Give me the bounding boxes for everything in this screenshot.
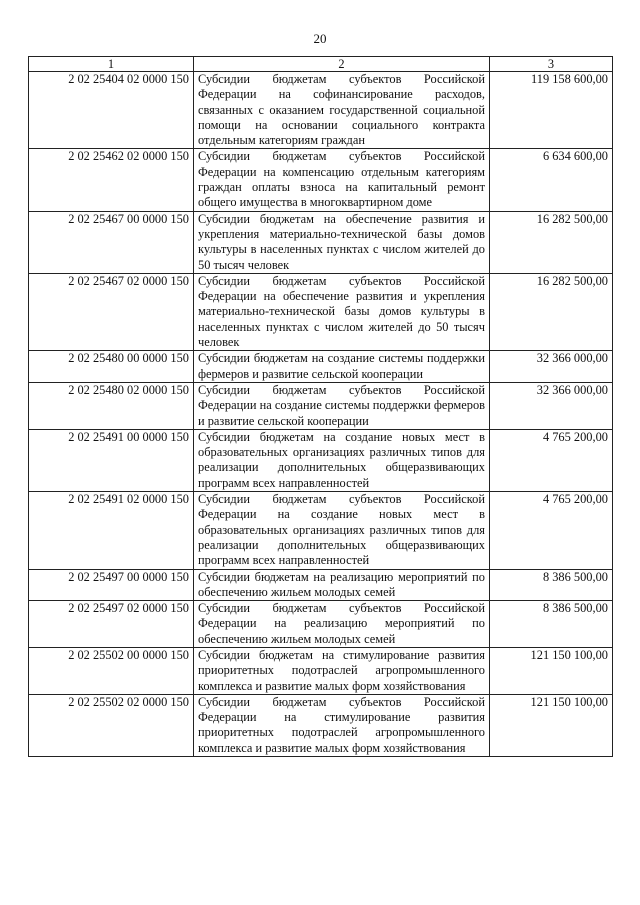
column-header-amount: 3 [490,57,613,72]
income-name-cell: Субсидии бюджетам субъектов Российской Федерации на софинансирование расходов, связанных с оказанием государственной социальной помощи на основании социального контракта отдельным категориям граждан [194,72,490,149]
amount-cell: 119 158 600,00 [490,72,613,149]
amount-cell: 6 634 600,00 [490,149,613,211]
amount-cell: 8 386 500,00 [490,569,613,601]
budget-revenue-table [28,56,613,757]
income-name-cell: Субсидии бюджетам субъектов Российской Федерации на обеспечение развития и укрепления материально-технической базы домов культуры в населенных пунктах с числом жителей до 50 тысяч человек [194,273,490,350]
budget-code-cell: 2 02 25467 02 0000 150 [29,273,194,350]
amount-cell: 121 150 100,00 [490,647,613,694]
income-name-cell: Субсидии бюджетам на стимулирование развития приоритетных подотраслей агропромышленного комплекса и развитие малых форм хозяйствования [194,647,490,694]
budget-code-cell: 2 02 25497 00 0000 150 [29,569,194,601]
budget-code-cell: 2 02 25480 00 0000 150 [29,351,194,383]
amount-cell: 4 765 200,00 [490,492,613,569]
budget-code-cell: 2 02 25491 02 0000 150 [29,492,194,569]
budget-code-cell: 2 02 25467 00 0000 150 [29,211,194,273]
budget-code-cell: 2 02 25497 02 0000 150 [29,601,194,648]
column-header-code: 1 [29,57,194,72]
table-row [29,149,613,211]
table-row [29,647,613,694]
budget-code-cell: 2 02 25502 02 0000 150 [29,694,194,756]
table-row [29,211,613,273]
table-row [29,492,613,569]
table-row [29,72,613,149]
income-name-cell: Субсидии бюджетам субъектов Российской Федерации на компенсацию отдельным категориям граждан оплаты взноса на капитальный ремонт общего имущества в многоквартирном доме [194,149,490,211]
income-name-cell: Субсидии бюджетам на создание новых мест в образовательных организациях различных типов для реализации дополнительных общеразвивающих программ всех направленностей [194,429,490,491]
table-row [29,351,613,383]
budget-code-cell: 2 02 25491 00 0000 150 [29,429,194,491]
table-row [29,601,613,648]
table-row [29,429,613,491]
table-row [29,569,613,601]
income-name-cell: Субсидии бюджетам на реализацию мероприятий по обеспечению жильем молодых семей [194,569,490,601]
budget-code-cell: 2 02 25462 02 0000 150 [29,149,194,211]
amount-cell: 16 282 500,00 [490,273,613,350]
table-row [29,273,613,350]
page-number: 20 [313,31,327,46]
income-name-cell: Субсидии бюджетам субъектов Российской Федерации на создание системы поддержки фермеров и развитие сельской кооперации [194,382,490,429]
income-name-cell: Субсидии бюджетам субъектов Российской Федерации на создание новых мест в образовательных организациях различных типов для реализации дополнительных общеразвивающих программ всех направленностей [194,492,490,569]
column-header-name: 2 [194,57,490,72]
budget-code-cell: 2 02 25404 02 0000 150 [29,72,194,149]
income-name-cell: Субсидии бюджетам на создание системы поддержки фермеров и развитие сельской кооперации [194,351,490,383]
amount-cell: 121 150 100,00 [490,694,613,756]
amount-cell: 16 282 500,00 [490,211,613,273]
income-name-cell: Субсидии бюджетам субъектов Российской Федерации на реализацию мероприятий по обеспечению жильем молодых семей [194,601,490,648]
amount-cell: 32 366 000,00 [490,382,613,429]
amount-cell: 8 386 500,00 [490,601,613,648]
amount-cell: 4 765 200,00 [490,429,613,491]
amount-cell: 32 366 000,00 [490,351,613,383]
income-name-cell: Субсидии бюджетам на обеспечение развития и укрепления материально-технической базы домов культуры в населенных пунктах с числом жителей до 50 тысяч человек [194,211,490,273]
budget-code-cell: 2 02 25502 00 0000 150 [29,647,194,694]
table-row [29,694,613,756]
table-header-row [29,57,613,72]
income-name-cell: Субсидии бюджетам субъектов Российской Федерации на стимулирование развития приоритетных подотраслей агропромышленного комплекса и развитие малых форм хозяйствования [194,694,490,756]
budget-code-cell: 2 02 25480 02 0000 150 [29,382,194,429]
table-row [29,382,613,429]
